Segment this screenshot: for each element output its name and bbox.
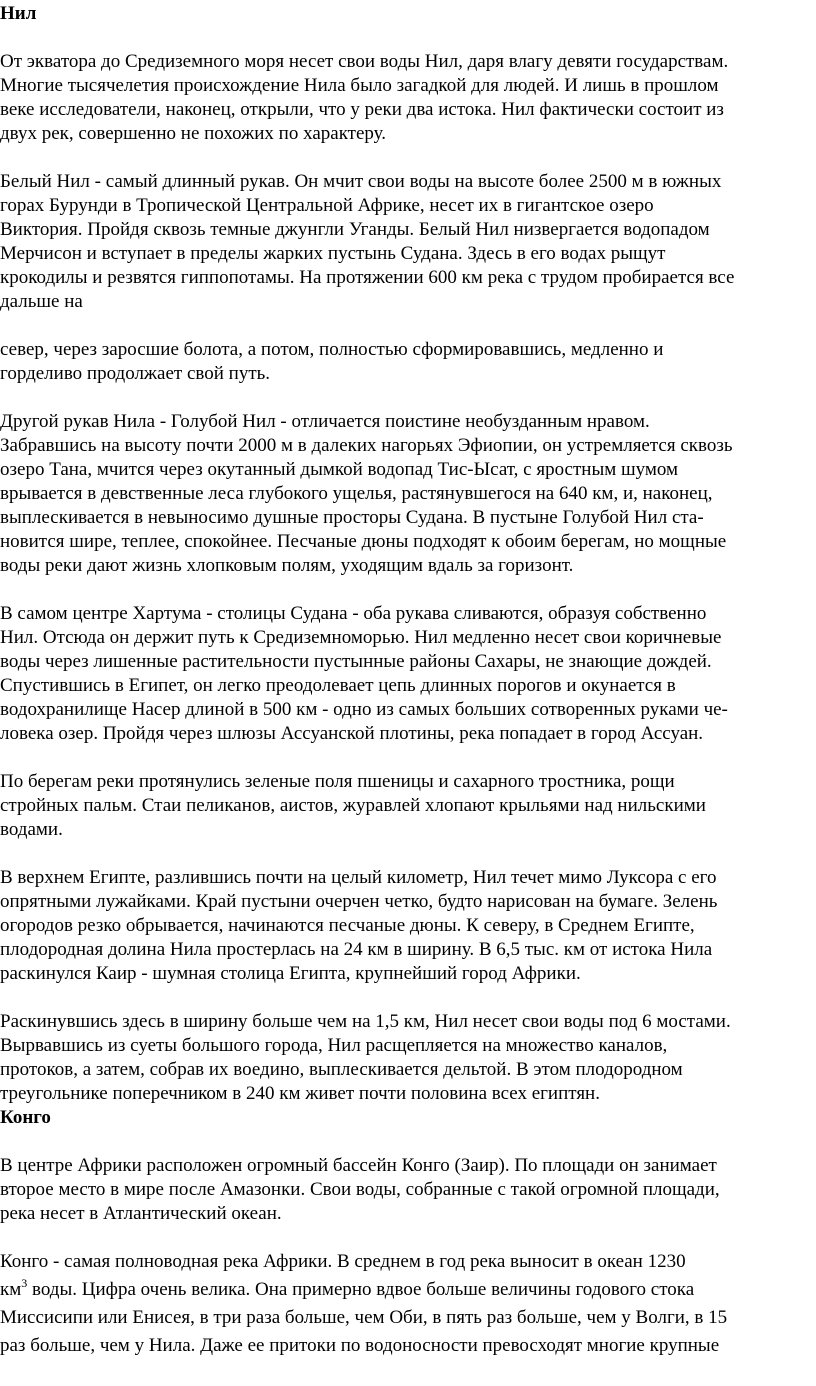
paragraph-line: Нил. Отсюда он держит путь к Средиземноморью. Нил медленно несет свои коричневые: [0, 627, 722, 648]
paragraph-line: воды через лишенные растительности пустынные районы Сахары, не знающие дождей.: [0, 651, 712, 672]
paragraph-line: новится шире, теплее, спокойнее. Песчаные дюны подходят к обоим берегам, но мощные: [0, 531, 727, 552]
paragraph-line: Другой рукав Нила - Голубой Нил - отличается поистине необузданным нравом.: [0, 411, 650, 432]
paragraph-line: В центре Африки расположен огромный бассейн Конго (Заир). По площади он занимает: [0, 1155, 717, 1176]
paragraph-line: Забравшись на высоту почти 2000 м в далеких нагорьях Эфиопии, он устремляется сквозь: [0, 435, 733, 456]
paragraph-line: Многие тысячелетия происхождение Нила было загадкой для людей. И лишь в прошлом: [0, 75, 719, 96]
paragraph-line: Миссисипи или Енисея, в три раза больше, чем Оби, в пять раз больше, чем у Волги, в 15: [0, 1307, 728, 1328]
paragraph-line: второе место в мире после Амазонки. Свои воды, собранные с такой огромной площади,: [0, 1179, 720, 1200]
section-title-nile: Нил: [0, 3, 37, 24]
paragraph-line: Раскинувшись здесь в ширину больше чем на 1,5 км, Нил несет свои воды под 6 мостами.: [0, 1011, 731, 1032]
paragraph-line: опрятными лужайками. Край пустыни очерчен четко, будто нарисован на бумаге. Зелень: [0, 891, 718, 912]
paragraph-line: По берегам реки протянулись зеленые поля пшеницы и сахарного тростника, рощи: [0, 771, 675, 792]
paragraph-line: Белый Нил - самый длинный рукав. Он мчит свои воды на высоте более 2500 м в южных: [0, 171, 722, 192]
paragraph-line: ловека озер. Пройдя через шлюзы Ассуанской плотины, река попадает в город Ассуан.: [0, 723, 704, 744]
superscript-exponent: 3: [21, 1275, 28, 1290]
paragraph-line: треугольнике поперечником в 240 км живет почти половина всех египтян.: [0, 1083, 600, 1104]
paragraph-line: веке исследователи, наконец, открыли, что у реки два истока. Нил фактически состоит из: [0, 99, 724, 120]
paragraph-line: река несет в Атлантический океан.: [0, 1203, 282, 1224]
unit-text: км: [0, 1279, 22, 1300]
paragraph-line: озеро Тана, мчится через окутанный дымкой водопад Тис-Ысат, с яростным шумом: [0, 459, 679, 480]
paragraph-line: плодородная долина Нила простерлась на 24 км в ширину. В 6,5 тыс. км от истока Нила: [0, 939, 713, 960]
paragraph-line: В верхнем Египте, разлившись почти на целый километр, Нил течет мимо Луксора с его: [0, 867, 717, 888]
paragraph-line: выплескивается в невыносимо душные просторы Судана. В пустыне Голубой Нил ста-: [0, 507, 704, 528]
paragraph-line: водами.: [0, 819, 63, 840]
paragraph-line: В самом центре Хартума - столицы Судана - оба рукава сливаются, образуя собственно: [0, 603, 707, 624]
continuation-text: воды. Цифра очень велика. Она примерно вдвое больше величины годового стока: [32, 1279, 695, 1300]
paragraph-line: двух рек, совершенно не похожих по характеру.: [0, 123, 387, 144]
paragraph-line: горах Бурунди в Тропической Центральной Африке, несет их в гигантское озеро: [0, 195, 654, 216]
paragraph-line: раскинулся Каир - шумная столица Египта, крупнейший город Африки.: [0, 963, 581, 984]
paragraph-line: От экватора до Средиземного моря несет свои воды Нил, даря влагу девяти государствам.: [0, 51, 729, 72]
paragraph-line: воды реки дают жизнь хлопковым полям, уходящим вдаль за горизонт.: [0, 555, 574, 576]
paragraph-line: водохранилище Насер длиной в 500 км - одно из самых больших сотворенных руками че-: [0, 699, 728, 720]
paragraph-line: раз больше, чем у Нила. Даже ее притоки по водоносности превосходят многие крупные: [0, 1335, 720, 1356]
paragraph-line: север, через заросшие болота, а потом, полностью сформировавшись, медленно и: [0, 339, 664, 360]
section-title-congo: Конго: [0, 1107, 51, 1128]
paragraph-line: крокодилы и резвятся гиппопотамы. На протяжении 600 км река с трудом пробирается все: [0, 267, 735, 288]
paragraph-line: Спустившись в Египет, он легко преодолевает цепь длинных порогов и окунается в: [0, 675, 676, 696]
paragraph-line: Мерчисон и вступает в пределы жарких пустынь Судана. Здесь в его водах рыщут: [0, 243, 666, 264]
paragraph-line: Конго - самая полноводная река Африки. В среднем в год река выносит в океан 1230: [0, 1251, 686, 1272]
paragraph-line: горделиво продолжает свой путь.: [0, 363, 271, 384]
paragraph-line: врывается в девственные леса глубокого ущелья, растянувшегося на 640 км, и, наконец,: [0, 483, 713, 504]
paragraph-line: протоков, а затем, собрав их воедино, выплескивается дельтой. В этом плодородном: [0, 1059, 683, 1080]
paragraph-line: огородов резко обрывается, начинаются песчаные дюны. К северу, в Среднем Египте,: [0, 915, 695, 936]
paragraph-line: Виктория. Пройдя сквозь темные джунгли Уганды. Белый Нил низвергается водопадом: [0, 219, 710, 240]
paragraph-line: Вырвавшись из суеты большого города, Нил расщепляется на множество каналов,: [0, 1035, 668, 1056]
paragraph-line: стройных пальм. Стаи пеликанов, аистов, журавлей хлопают крыльями над нильскими: [0, 795, 706, 816]
paragraph-line: дальше на: [0, 291, 83, 312]
paragraph-line-with-superscript: [0, 1275, 695, 1302]
